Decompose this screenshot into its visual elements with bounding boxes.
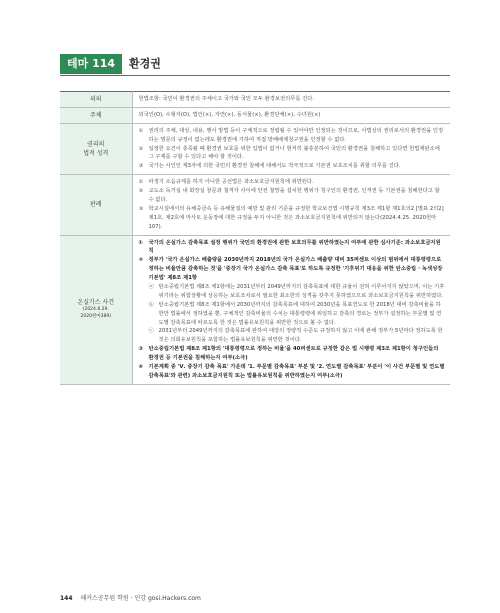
item-text: 파생기 소음규제를 하지 아니한 공선법은 과소보호금지원칙에 위반된다. [148,179,314,186]
row-meaning [60,92,450,108]
sub-list-item [149,327,446,345]
theme-divider [60,75,450,76]
item-number: ① [138,127,144,134]
list-item [139,345,446,363]
list-item [139,178,446,187]
label-legal-nature [60,123,132,174]
item-number: ① [138,239,143,246]
label-precedent: 판례 [60,175,132,235]
item-text: 탄소중립기본법 제8조 제1항에는 2031년부터 2049년까지의 감축목표에 대한 규율이 전혀 이루어지지 않았으며, 이는 기후위기라는 위험상황에 상응하는 보호조치로서 필요한 최소한의 성격을 갖추지 못하였으므로 과소보호금지원칙을 위반하였다. [158,284,445,299]
label-meaning: 의의 [60,92,132,108]
label-legal-nature-text: 권리의 법적 성격 [83,141,109,157]
sub-list-item [149,283,446,301]
item-text: 권리의 주체, 대상, 내용, 행사 방법 등이 구체적으로 정립될 수 있어야만 인정되는 것이므로, 사법상의 권리로서의 환경권을 인정하는 명문의 규정이 없는데도 환경권에 기하여 직접 방해배제청구권을 인정할 수 없다. [148,127,444,143]
item-number: ③ [138,346,143,353]
page-number: 144 [60,595,73,602]
item-text: 기본계획 중 'Ⅴ. 중장기 감축 목표' 가운데 '1. 부문별 감축목표' 부분 및 '2. 연도별 감축목표' 부분이 '이 사건 부문별 및 연도별 감축목표'와 관련) 과소보호금지원칙 또는 법률유보원칙을 위반하였는지 여부(소극) [148,364,445,379]
footer-text: 해커스공무원 학원 · 인강 gosi.Hackers.com [80,595,201,602]
item-number: ⓐ [148,284,154,291]
list-item [139,162,446,171]
item-text: 탄소중립기본법 제8조 제1항의 '대통령령으로 정하는 비율'을 40퍼센트로 규정한 같은 법 시행령 제3조 제1항이 청구인들의 환경권 등 기본권을 침해하는지 여부(소극) [148,346,439,362]
item-number: ⓒ [148,328,154,335]
item-text: 국가의 온실가스 감축목표 설정 행위가 국민의 환경권에 관한 보호의무를 위반하였는지 여부에 관한 심사기준: 과소보호금지원칙 [148,239,441,255]
label-climate-case-citation: (2024.8.29. 2020헌마389) [80,307,111,320]
item-text: 학교시설에서의 유해중금속 등 유해물질의 예방 및 관리 기준을 규정한 학교보건법 시행규칙 제3조 제1항 제1호의2 [별표 2의2] 제1호, 제2호에 마사토 운동장에 대한 규정을 두지 아니한 것은 과소보호금지원칙에 위반되지 않는다(2024.4.25. 2020헌마107). [148,205,444,230]
list-item [139,363,446,381]
meaning-text: 헌법조항: 국민이 환경권의 주체이고 국가와 국민 모두 환경보전의무를 진다. [132,92,450,108]
item-number: ② [138,188,144,195]
climate-case-content [132,235,450,384]
precedent-content [132,175,450,235]
subject-text: 외국인(O), 수형자(O), 법인(×), 자연(×), 동식물(×), 환경단체(×), 수녀원(×) [132,107,450,123]
row-legal-nature [60,123,450,174]
label-subject: 주체 [60,107,132,123]
item-text: 2031년부터 2049년까지의 감축목표에 관하여 대강의 정량적 수준도 규정하지 않고 이에 관해 정부가 5년마다 정하도록 한 것은 의회유보원칙을 포함하는 법률유보원칙을 위반한 것이다. [158,328,443,344]
label-climate-case-title: 온실가스 사건 [77,299,115,307]
item-number: ③ [138,205,144,212]
item-text: 교도소 독거실 내 화장실 창문과 철격자 사이에 안전 철망을 설치한 행위가 청구인의 환경권, 인격권 등 기본권을 침해한다고 할 수 없다. [148,188,440,204]
item-text: 국가는 사인인 제3자에 의한 국민의 환경권 침해에 대해서도 적극적으로 기본권 보호조치를 취할 의무를 진다. [148,163,401,170]
legal-nature-content [132,123,450,174]
item-text: 탄소중립기본법 제8조 제1항에서 2030년까지의 감축목표에 대하여 2030년을 목표연도로 한 2018년 대비 감축비율을 하한만 법률에서 정하였을 뿐, 구체적인 감축비율의 수치는 대통령령에 위임하고 감축의 경로는 정부가 설정하는 부문별 및 연도별 감축목표에 따르도록 한 것은 법률유보원칙을 위반한 것으로 볼 수 없다. [158,301,442,326]
item-text: 정부가 '국가 온실가스 배출량을 2030년까지 2018년의 국가 온실가스 배출량 대비 35퍼센트 이상의 범위에서 대통령령으로 정하는 비율만큼 감축하는 것'을 '중장기 국가 온실가스 감축 목표'로 하도록 규정한 '기후위기 대응을 위한 탄소중립 · 녹색성장 기본법' 제8조 제1항 [148,257,443,282]
sub-list-item [149,301,446,328]
theme-badge: 테마 114 [60,54,122,74]
item-number: ③ [138,163,144,170]
content-table [60,91,450,385]
list-item [139,256,446,283]
item-number: ② [138,145,144,152]
list-item [139,187,446,205]
page-footer [60,593,201,602]
row-subject [60,107,450,123]
theme-header [60,54,450,76]
label-climate-case [60,235,132,384]
item-number: ② [138,257,143,264]
item-number: ⓑ [148,301,154,308]
theme-title: 환경권 [129,57,161,70]
item-number: ④ [138,364,143,371]
item-text: 일정한 요건이 충족될 때 환경권 보호를 위한 입법이 없거나 현저히 불충분하여 국민의 환경권을 침해하고 있다면 헌법재판소에 그 구제를 구할 수 있다고 해야 할 것이다. [148,145,440,161]
list-item [139,127,446,145]
row-precedent [60,175,450,235]
list-item [139,205,446,232]
list-item [139,145,446,163]
list-item [139,239,446,257]
row-climate-case [60,235,450,384]
item-number: ① [138,179,144,186]
